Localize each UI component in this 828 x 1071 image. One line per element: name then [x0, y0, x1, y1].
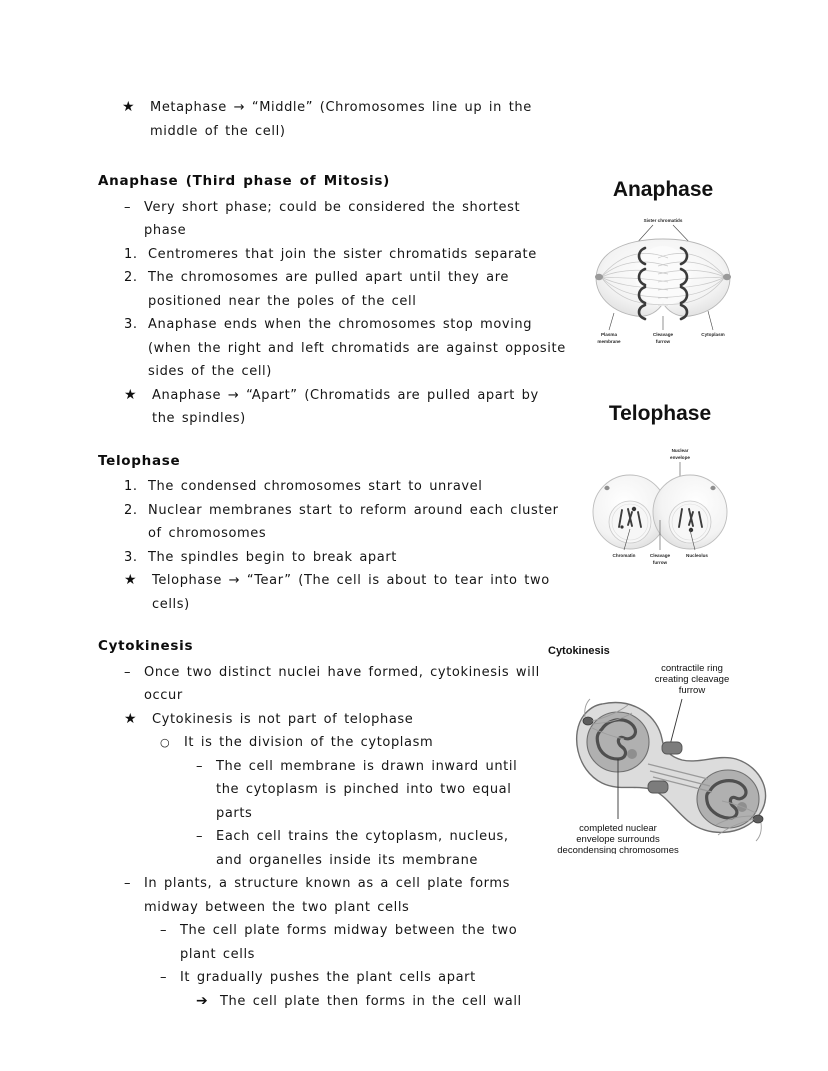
figure-title-cytokinesis: Cytokinesis — [548, 645, 610, 657]
note-text: It gradually pushes the plant cells apart — [180, 970, 476, 986]
note-item — [124, 872, 544, 919]
label-nucleolus: Nucleolus — [686, 553, 708, 558]
spacer — [98, 616, 568, 638]
note-text: Telophase → “Tear” (The cell is about to tear into two cells) — [152, 573, 550, 612]
note-item — [196, 755, 531, 826]
note-text: In plants, a structure known as a cell plate forms midway between the two plant cells — [144, 876, 510, 915]
note-text: Anaphase → “Apart” (Chromatids are pulled apart by the spindles) — [152, 387, 539, 427]
section-heading-anaphase: Anaphase (Third phase of Mitosis) — [98, 173, 390, 189]
note-text: Nuclear membranes start to reform around each cluster of chromosomes — [148, 502, 559, 542]
note-item — [196, 825, 531, 872]
figure-title-telophase: Telophase — [608, 402, 712, 425]
note-text: The condensed chromosomes start to unravel — [148, 479, 483, 495]
note-item — [160, 966, 550, 990]
number-marker: 2. — [124, 270, 138, 286]
number-marker: 3. — [124, 317, 138, 333]
label-sister-chromatids: Sister chromatids — [643, 218, 683, 223]
label-completed-envelope-line2: envelope surrounds — [576, 834, 660, 845]
label-chromatin: Chromatin — [612, 553, 636, 558]
figure-cytokinesis — [540, 645, 806, 854]
label-contractile-ring-line1: contractile ring — [661, 663, 723, 674]
note-item — [124, 196, 568, 243]
note-text: The cell membrane is drawn inward until the cytoplasm is pinched into two equal parts — [216, 758, 518, 821]
note-line-metaphase — [122, 96, 568, 143]
figure-telophase — [562, 402, 758, 570]
note-item — [160, 919, 530, 966]
cytokinesis-diagram — [540, 659, 806, 854]
notes-column — [98, 96, 568, 1013]
label-plasma-membrane-line1: Plasma — [600, 332, 618, 337]
label-cleavage-furrow-line2: furrow — [652, 560, 668, 565]
star-icon: ★ — [124, 572, 138, 589]
label-contractile-ring-line2: creating cleavage — [654, 674, 730, 685]
figure-title-anaphase: Anaphase — [612, 178, 714, 201]
figure-anaphase — [568, 178, 758, 346]
star-icon: ★ — [124, 386, 138, 403]
label-cleavage-furrow-line2: furrow — [655, 339, 671, 344]
label-plasma-membrane-line2: membrane — [597, 339, 621, 344]
section-heading-telophase: Telophase — [98, 452, 181, 469]
note-text: The chromosomes are pulled apart until they are positioned near the poles of the cell — [148, 270, 509, 309]
number-marker: 1. — [124, 246, 138, 262]
number-marker: 1. — [124, 479, 138, 495]
note-item — [124, 313, 568, 384]
note-text: Once two distinct nuclei have formed, cytokinesis will occur — [144, 664, 540, 704]
note-text: Anaphase ends when the chromosomes stop moving (when the right and left chromatids are against opposite sides of the cell) — [148, 317, 566, 380]
dash-marker: – — [196, 758, 204, 774]
note-text: Cytokinesis is not part of telophase — [152, 711, 414, 727]
number-marker: 3. — [124, 549, 138, 565]
note-item — [124, 243, 568, 267]
label-completed-envelope-line1: completed nuclear — [579, 823, 657, 834]
hollow-circle-marker: ○ — [160, 736, 171, 750]
note-item — [124, 546, 568, 570]
star-icon: ★ — [122, 99, 136, 115]
dash-marker: – — [124, 664, 132, 680]
dash-marker: – — [124, 199, 132, 215]
note-text: The cell plate forms midway between the two plant cells — [180, 923, 518, 962]
spacer — [98, 143, 568, 173]
note-item — [124, 661, 568, 708]
number-marker: 2. — [124, 502, 138, 518]
note-text: Very short phase; could be considered the shortest phase — [144, 199, 521, 239]
label-nuclear-envelope-line1: Nuclear — [671, 448, 689, 453]
star-icon: ★ — [124, 710, 138, 727]
note-item-star — [124, 384, 568, 431]
section-heading-cytokinesis: Cytokinesis — [98, 638, 194, 655]
telophase-diagram — [562, 430, 758, 570]
note-text: It is the division of the cytoplasm — [184, 735, 434, 751]
note-item-arrow — [196, 990, 586, 1014]
dash-marker: – — [124, 876, 132, 892]
note-item — [124, 266, 568, 313]
note-text: Each cell trains the cytoplasm, nucleus, and organelles inside its membrane — [216, 829, 509, 868]
note-text: The spindles begin to break apart — [148, 549, 397, 565]
note-text: The cell plate then forms in the cell wall — [220, 993, 522, 1009]
note-item — [160, 731, 568, 755]
dash-marker: – — [196, 829, 204, 845]
label-cleavage-furrow-line1: Cleavage — [649, 553, 671, 558]
label-cleavage-furrow-line1: Cleavage — [652, 332, 674, 337]
right-arrow-icon: ➔ — [196, 992, 208, 1009]
spacer — [98, 431, 568, 453]
label-completed-envelope-line3: decondensing chromosomes — [557, 845, 679, 854]
note-item — [124, 499, 568, 546]
dash-marker: – — [160, 923, 168, 939]
label-cytoplasm: Cytoplasm — [701, 332, 725, 337]
note-text: Centromeres that join the sister chromatids separate — [148, 246, 537, 262]
anaphase-diagram — [568, 206, 758, 346]
label-contractile-ring-line3: furrow — [678, 685, 706, 696]
dash-marker: – — [160, 970, 168, 986]
note-item — [124, 475, 568, 499]
note-text: Metaphase → “Middle” (Chromosomes line up in the middle of the cell) — [150, 100, 532, 139]
label-nuclear-envelope-line2: envelope — [670, 455, 690, 460]
note-item-star — [124, 708, 568, 732]
note-item-star — [124, 569, 568, 616]
